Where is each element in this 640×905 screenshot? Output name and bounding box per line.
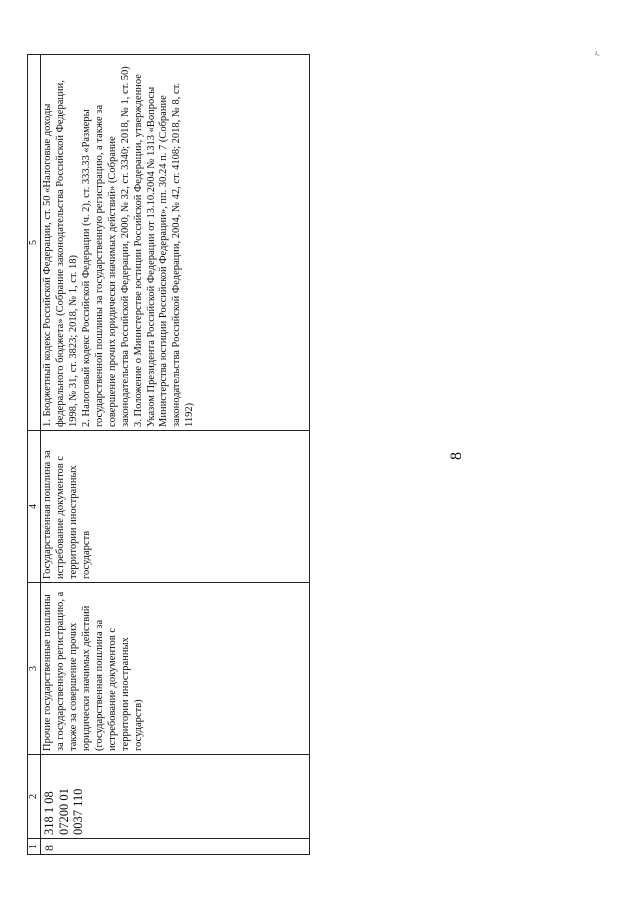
header-col-2: 2 (28, 755, 41, 839)
legal-basis-item: 1. Бюджетный кодекс Российской Федерации, ст. 50 «Налоговые доходы федерального бюджета» (Собрание законодательства Российской Федерации, 1998, № 31, ст. 3823; 2018, № 1, ст. 18) (42, 80, 80, 427)
legal-basis-item: 2. Налоговый кодекс Российской Федерации (ч. 2), ст. 333.33 «Размеры государственной пошлины за государственную регистрацию, а также за совершение прочих юридически значимых действий» (Собрание законодательства Российской Федерации, 2000, № 32, ст. 3340; 2018, № 1, ст. 50) (81, 66, 131, 427)
income-description: Государственная пошлина за истребование документов с территории иностранных государств (41, 431, 310, 583)
table-row (41, 55, 310, 855)
code-line: 07200 01 (56, 788, 71, 835)
code-line: 318 1 08 (42, 791, 57, 835)
header-col-4: 4 (28, 431, 41, 583)
code-line: 0037 110 (71, 788, 86, 835)
header-col-3: 3 (28, 583, 41, 755)
pen-mark: ‹ (590, 45, 604, 63)
header-row (28, 55, 41, 855)
document-table (27, 54, 310, 855)
header-col-1: 1 (28, 839, 41, 855)
budget-classification-code (41, 755, 310, 839)
income-name: Прочие государственные пошлины за государственную регистрацию, а также за совершение прочих юридически значимых действий (государственная пошлина за истребование документов с территории иностранных государств) (41, 583, 310, 755)
legal-basis-item: 3. Положение о Министерстве юстиции Российской Федерации, утвержденное Указом Президента Российской Федерации от 13.10.2004 № 1313 «Вопросы Министерства юстиции Российской Федерации», пп. 30.24 п. 7 (Собрание законодательства Российской Федерации, 2004, № 42, ст. 4108; 2018, № 8, ст. 1192) (132, 74, 196, 427)
header-col-5: 5 (28, 55, 41, 431)
rotated-page (0, 50, 640, 880)
page-number: 8 (448, 452, 465, 460)
row-number: 8 (41, 839, 310, 855)
legal-basis (41, 55, 310, 431)
